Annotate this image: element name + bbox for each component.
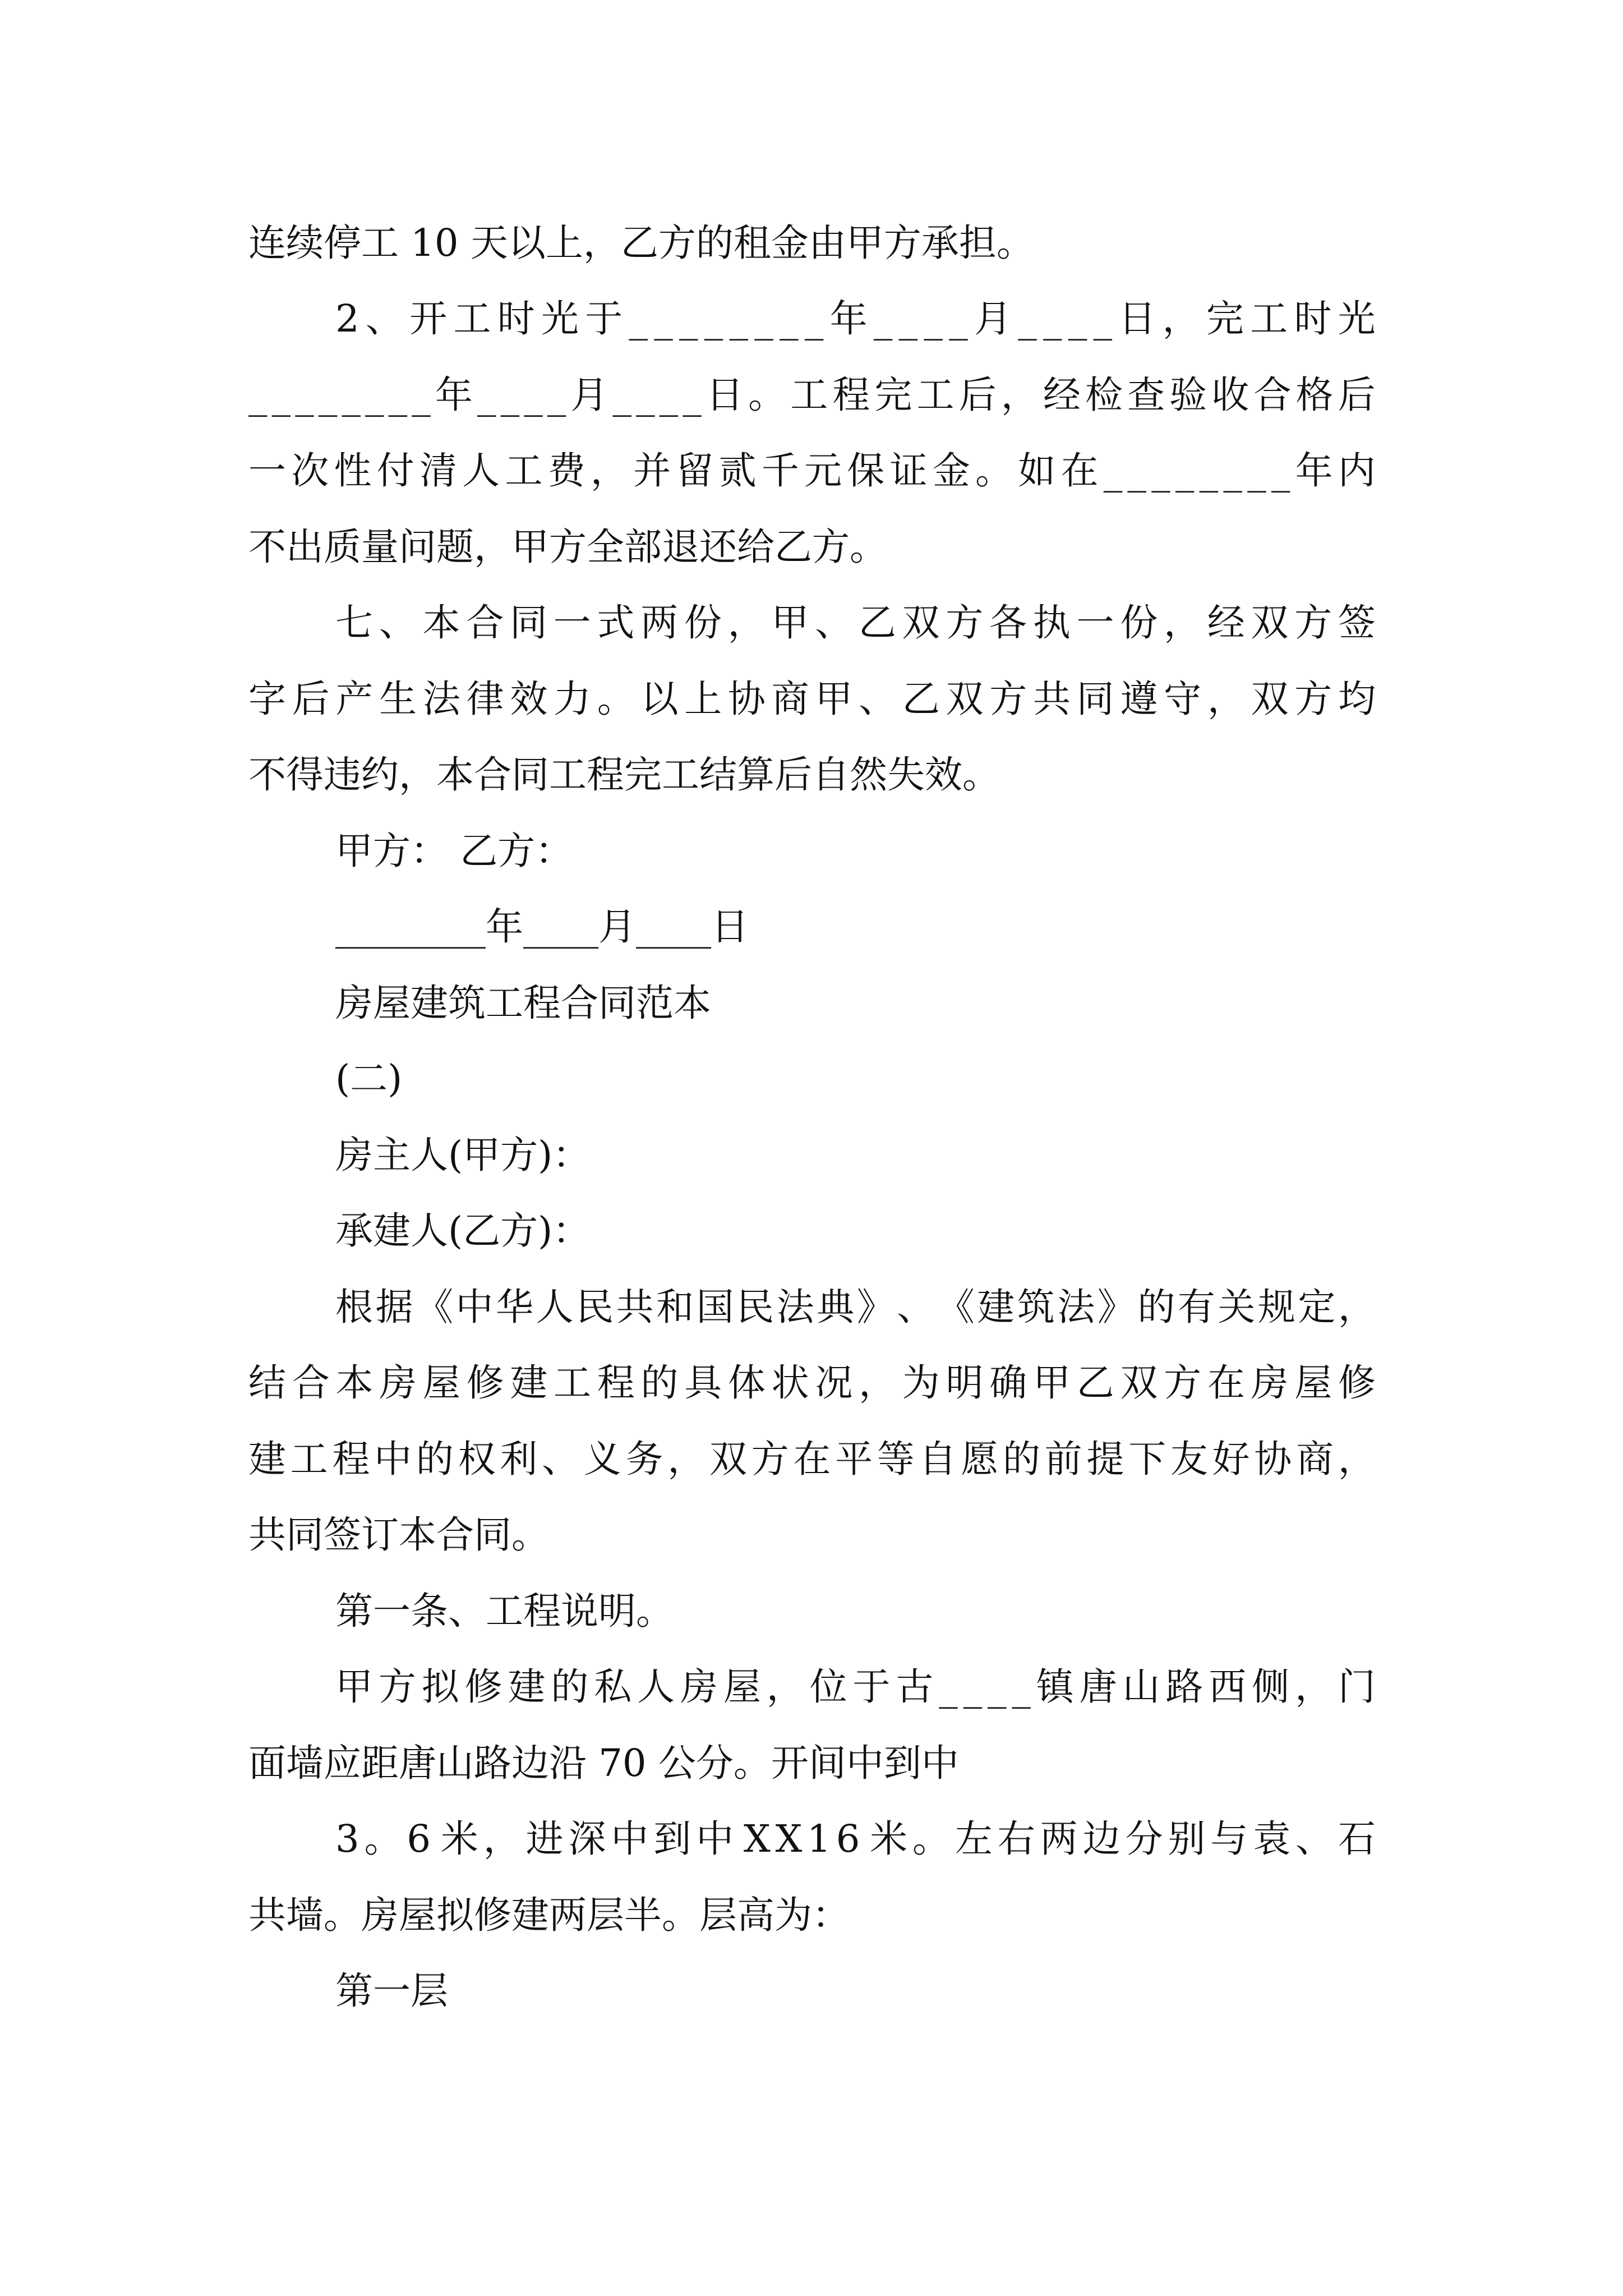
text-line-22: 3 。 6 米 ， 进 深 中 到 中 X X 1 6 米 。 左 右 两 边 分 别 与 袁 、 石 bbox=[335, 1817, 1376, 1861]
text-line-18: 共同签订本合同。 bbox=[248, 1513, 549, 1557]
text-line-20: 甲 方 拟 修 建 的 私 人 房 屋 ， 位 于 古 _ _ _ _ 镇 唐 山 路 西 侧 ， 门 bbox=[335, 1665, 1376, 1709]
floor-label: 第一层 bbox=[335, 1969, 448, 2013]
text-line-3: _ _ _ _ _ _ _ _ 年 _ _ _ _ 月 _ _ _ _ 日 。 工 程 完 工 后 ， 经 检 查 验 收 合 格 后 bbox=[248, 373, 1376, 417]
text-line-8: 不得违约，本合同工程完工结算后自然失效。 bbox=[248, 753, 1000, 797]
document-title: 房屋建筑工程合同范本 bbox=[335, 981, 711, 1025]
party-a-label: 房主人(甲方)： bbox=[335, 1133, 591, 1177]
text-line-5: 不出质量问题，甲方全部退还给乙方。 bbox=[248, 525, 887, 569]
text-line-17: 建 工 程 中 的 权 利 、 义 务 ， 双 方 在 平 等 自 愿 的 前 提 下 友 好 协 商 ， bbox=[248, 1437, 1376, 1481]
article-heading: 第一条、工程说明。 bbox=[335, 1589, 674, 1633]
text-line-15: 根 据 《 中 华 人 民 共 和 国 民 法 典 》 、 《 建 筑 法 》 的 有 关 规 定 ， bbox=[335, 1285, 1376, 1329]
text-line-6: 七 、 本 合 同 一 式 两 份 ， 甲 、 乙 双 方 各 执 一 份 ， 经 双 方 签 bbox=[335, 601, 1376, 645]
section-number: (二) bbox=[335, 1057, 403, 1101]
text-line-7: 字 后 产 生 法 律 效 力 。 以 上 协 商 甲 、 乙 双 方 共 同 遵 守 ， 双 方 均 bbox=[248, 677, 1376, 721]
party-b-label: 承建人(乙方)： bbox=[335, 1209, 591, 1253]
signature-parties-line: 甲方： 乙方： bbox=[335, 829, 573, 873]
text-line-1: 连续停工 10 天以上，乙方的租金由甲方承担。 bbox=[248, 221, 1034, 265]
text-line-4: 一 次 性 付 清 人 工 费 ， 并 留 贰 千 元 保 证 金 。 如 在 _ _ _ _ _ _ _ _ 年 内 bbox=[248, 449, 1376, 493]
text-line-16: 结 合 本 房 屋 修 建 工 程 的 具 体 状 况 ， 为 明 确 甲 乙 双 方 在 房 屋 修 bbox=[248, 1361, 1376, 1405]
text-line-21: 面墙应距唐山路边沿 70 公分。开间中到中 bbox=[248, 1741, 959, 1785]
date-line: ________年____月____日 bbox=[335, 905, 749, 949]
text-line-23: 共墙。房屋拟修建两层半。层高为： bbox=[248, 1893, 850, 1937]
text-line-2: 2 、 开 工 时 光 于 _ _ _ _ _ _ _ _ 年 _ _ _ _ 月 _ _ _ _ 日 ， 完 工 时 光 bbox=[335, 297, 1376, 341]
